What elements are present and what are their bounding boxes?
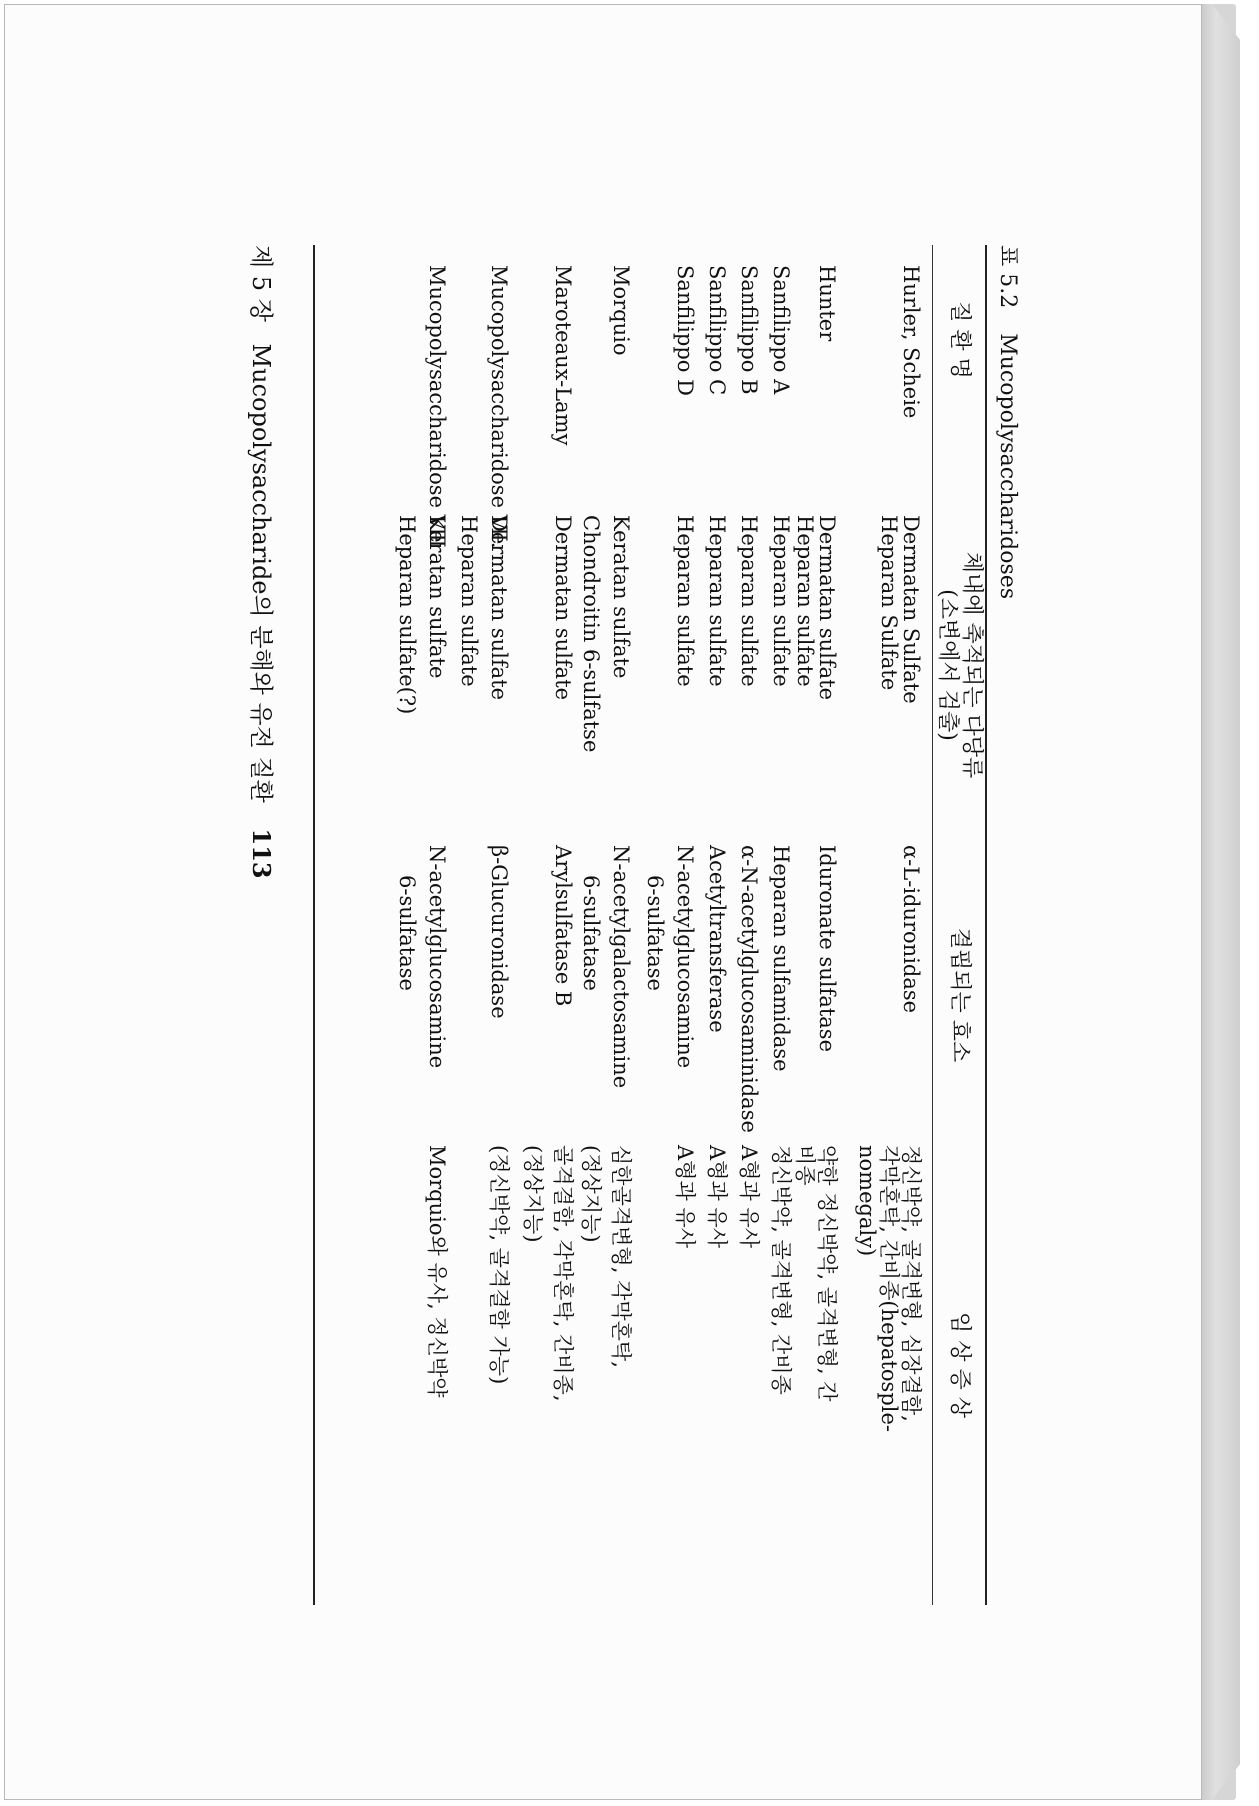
cell-symptom: A형과 유사: [737, 1145, 761, 1248]
table-block: [225, 245, 1025, 1625]
cell-enzyme: 6-sulfatase: [643, 875, 667, 991]
cell-enzyme: Acetyltransferase: [705, 845, 729, 1033]
cell-polysaccharide: Heparan Sulfate: [877, 515, 901, 691]
cell-disease: Sanfilippo A: [769, 265, 793, 395]
table-bottom-rule: [313, 245, 315, 1605]
cell-polysaccharide: Dermatan Sulfate: [899, 515, 923, 704]
cell-symptom: 심한골격변형, 각막혼탁,: [609, 1145, 633, 1368]
cell-symptom: (정상지능): [579, 1145, 603, 1243]
header-polysaccharide-sub: (소변에서 검출): [935, 589, 960, 741]
table-caption: [989, 245, 1025, 617]
caption-number: 표 5.2: [995, 245, 1020, 309]
cell-symptom: nomegaly): [855, 1145, 879, 1257]
cell-polysaccharide: Dermatan sulfate: [551, 515, 575, 701]
cell-enzyme: Arylsulfatase B: [551, 845, 575, 1007]
cell-symptom: 골격결함, 각막혼탁, 간비종,: [551, 1145, 575, 1402]
cell-enzyme: β-Glucuronidase: [487, 845, 511, 1019]
cell-enzyme: 6-sulfatase: [579, 875, 603, 991]
cell-symptom: 비종: [793, 1145, 817, 1186]
header-enzyme: 결핍되는 효소: [947, 927, 972, 1063]
book-page: [4, 4, 1202, 1800]
cell-polysaccharide: Heparan sulfate(?): [395, 515, 419, 715]
cell-disease: Mucopolysaccharidose Ⅷ: [425, 265, 449, 548]
cell-enzyme: N-acetylglucosamine: [425, 845, 449, 1069]
cell-disease: Hurler, Scheie: [899, 265, 923, 419]
cell-symptom: A형과 유사: [673, 1145, 697, 1248]
cell-polysaccharide: Heparan sulfate: [769, 515, 793, 687]
cell-symptom: (정상지능): [521, 1145, 545, 1243]
cell-symptom: Morquio와 유사, 정신박약: [425, 1145, 449, 1398]
header-polysaccharide: [935, 515, 983, 815]
cell-polysaccharide: Heparan sulfate: [673, 515, 697, 687]
cell-disease: Sanfilippo D: [673, 265, 697, 396]
cell-enzyme: N-acetylglucosamine: [673, 845, 697, 1069]
cell-enzyme: α-L-iduronidase: [899, 845, 923, 1014]
footer-title: Mucopolysaccharide의 분해와 유전 질환: [247, 343, 275, 803]
cell-disease: Hunter: [815, 265, 839, 342]
cell-enzyme: α-N-acetylglucosaminidase: [737, 845, 761, 1133]
cell-enzyme: Iduronate sulfatase: [815, 845, 839, 1053]
cell-symptom: 정신박약, 골격변형, 심장결함,: [899, 1145, 923, 1422]
footer-chapter: 제 5 장: [247, 245, 275, 322]
cell-polysaccharide: Keratan sulfate: [425, 515, 449, 679]
cell-symptom: 정신박약, 골격변형, 간비종: [769, 1145, 793, 1395]
cell-symptom: 약한 정신박약, 골격변형, 간: [815, 1145, 839, 1402]
cell-polysaccharide: Heparan sulfate: [457, 515, 481, 687]
header-disease: 질 환 명: [947, 301, 972, 379]
cell-enzyme: N-acetylgalactosamine: [609, 845, 633, 1089]
cell-symptom: (정신박약, 골격결함 가능): [487, 1145, 511, 1385]
page-footer: [247, 245, 276, 879]
cell-polysaccharide: Keratan sulfate: [609, 515, 633, 679]
table-header-rule: [932, 245, 933, 1605]
cell-polysaccharide: Heparan sulfate: [705, 515, 729, 687]
cell-enzyme: Heparan sulfamidase: [769, 845, 793, 1072]
cell-polysaccharide: Dermatan sulfate: [815, 515, 839, 701]
cell-enzyme: 6-sulfatase: [395, 875, 419, 991]
page-edge: [1200, 4, 1240, 1800]
cell-polysaccharide: Heparan sulfate: [737, 515, 761, 687]
cell-symptom: A형과 유사: [705, 1145, 729, 1248]
footer-page-number: 113: [247, 828, 276, 879]
cell-polysaccharide: Heparan sulfate: [793, 515, 817, 687]
cell-symptom: 각막혼탁, 간비종(hepatosple-: [877, 1145, 901, 1433]
cell-disease: Mucopolysaccharidose Ⅶ.: [487, 265, 511, 549]
cell-disease: Morquio: [609, 265, 633, 356]
cell-disease: Maroteaux-Lamy: [551, 265, 575, 446]
cell-polysaccharide: Chondroitin 6-sulfatse: [579, 515, 603, 753]
caption-title: Mucopolysaccharidoses: [995, 333, 1020, 600]
header-polysaccharide-main: 체내에 축적되는 다당류: [959, 551, 984, 779]
table-top-rule: [985, 245, 987, 1605]
book: [4, 4, 1236, 1800]
cell-disease: Sanfilippo C: [705, 265, 729, 396]
header-symptom: 임 상 증 상: [947, 1312, 972, 1418]
cell-disease: Sanfilippo B: [737, 265, 761, 395]
cell-polysaccharide: Dermatan sulfate: [487, 515, 511, 701]
